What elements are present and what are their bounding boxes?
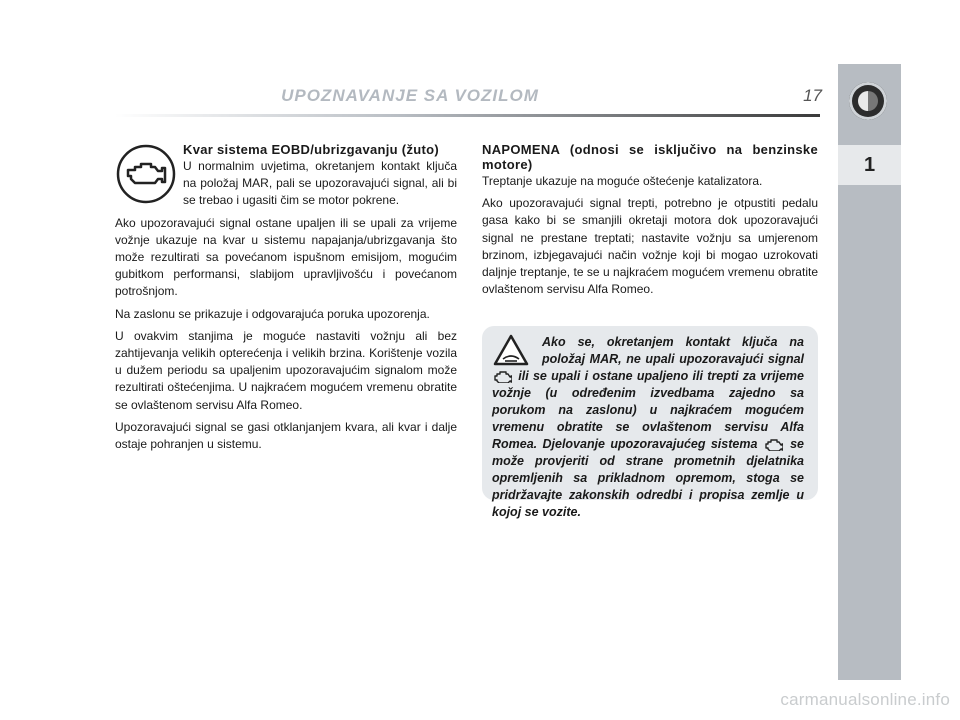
paragraph: Upozoravajući signal se gasi otklanjanjem kvara, ali kvar i dalje ostaje pohranjen u sistemu. [115, 419, 457, 452]
header-title: UPOZNAVANJE SA VOZILOM [281, 86, 539, 105]
header-rule [115, 114, 820, 117]
paragraph: U ovakvim stanjima je moguće nastaviti vožnju ali bez zahtijevanja velikih opterećenja i velikih brzina. Korištenje vozila u dužem periodu sa upaljenim upozoravajućim signalom može rezultirati oštećenjima. U najkraćem mogućem vremenu obratite se ovlaštenom servisu Alfa Romeo. [115, 328, 457, 412]
engine-warning-icon [115, 143, 177, 205]
engine-warning-inline-icon [494, 371, 512, 383]
paragraph: Na zaslonu se prikazuje i odgovarajuća poruka upozorenja. [115, 306, 430, 321]
callout-text-part: Ako se, okretanjem kontakt ključa na položaj MAR, ne upali upozoravajući signal [542, 335, 804, 366]
engine-warning-inline-icon [765, 439, 783, 451]
footer-watermark: carmanualsonline.info [780, 690, 950, 709]
page-number: 17 [803, 86, 822, 105]
note-title: NAPOMENA (odnosi se isključivo na benzinske motore) [482, 142, 818, 172]
paragraph: Ako upozoravajući signal ostane upaljen ili se upali za vrijeme vožnje ukazuje na kvar u sistemu napajanja/ubrizgavanja što može rezultirati sa povećanom ispušnom emisijom, mogućim gubitkom performansi, slabijom upravljivošću i povećanom potrošnjom. [115, 215, 457, 299]
chapter-tab[interactable]: 1 [838, 145, 901, 185]
paragraph: Ako upozoravajući signal trepti, potrebno je otpustiti pedalu gasa kako bi se smanjili okretaji motora dok upozoravajući signal ne prestane treptati; nastavite vožnju sa umjerenom brzinom, izbjegavajući način vožnje koji bi mogao uzrokovati daljnje treptanje, te se u najkraćem mogućem vremenu obratite ovlaštenom servisu Alfa Romeo. [482, 196, 818, 297]
warning-callout-text [482, 334, 804, 521]
left-column [115, 142, 457, 458]
section-title: Kvar sistema EOBD/ubrizgavanju (žuto) [183, 142, 439, 157]
alfa-romeo-logo-icon [849, 82, 887, 120]
callout-text-part: se može provjeriti od strane prometnih djelatnika opremljenih sa prikladnom opremom, stoga se pridržavajte zakonskih odredbi i propisa zemlje u kojoj se vozite. [492, 437, 804, 519]
callout-text-part: ili se upali i ostane upaljeno ili trepti za vrijeme vožnje (u određenim izvedbama zajedno sa porukom na zaslonu) u najkraćem mogućem vremenu obratite se ovlaštenom servisu Alfa Romea. Djelovanje upozoravajućeg sistema [492, 369, 804, 451]
paragraph: Treptanje ukazuje na moguće oštećenje katalizatora. [482, 174, 763, 188]
intro-text: U normalnim uvjetima, okretanjem kontakt ključa na položaj MAR, pali se upozoravajući signal, ali bi se trebao i ugasiti čim se motor pokrene. [183, 159, 457, 208]
right-column [482, 142, 818, 303]
